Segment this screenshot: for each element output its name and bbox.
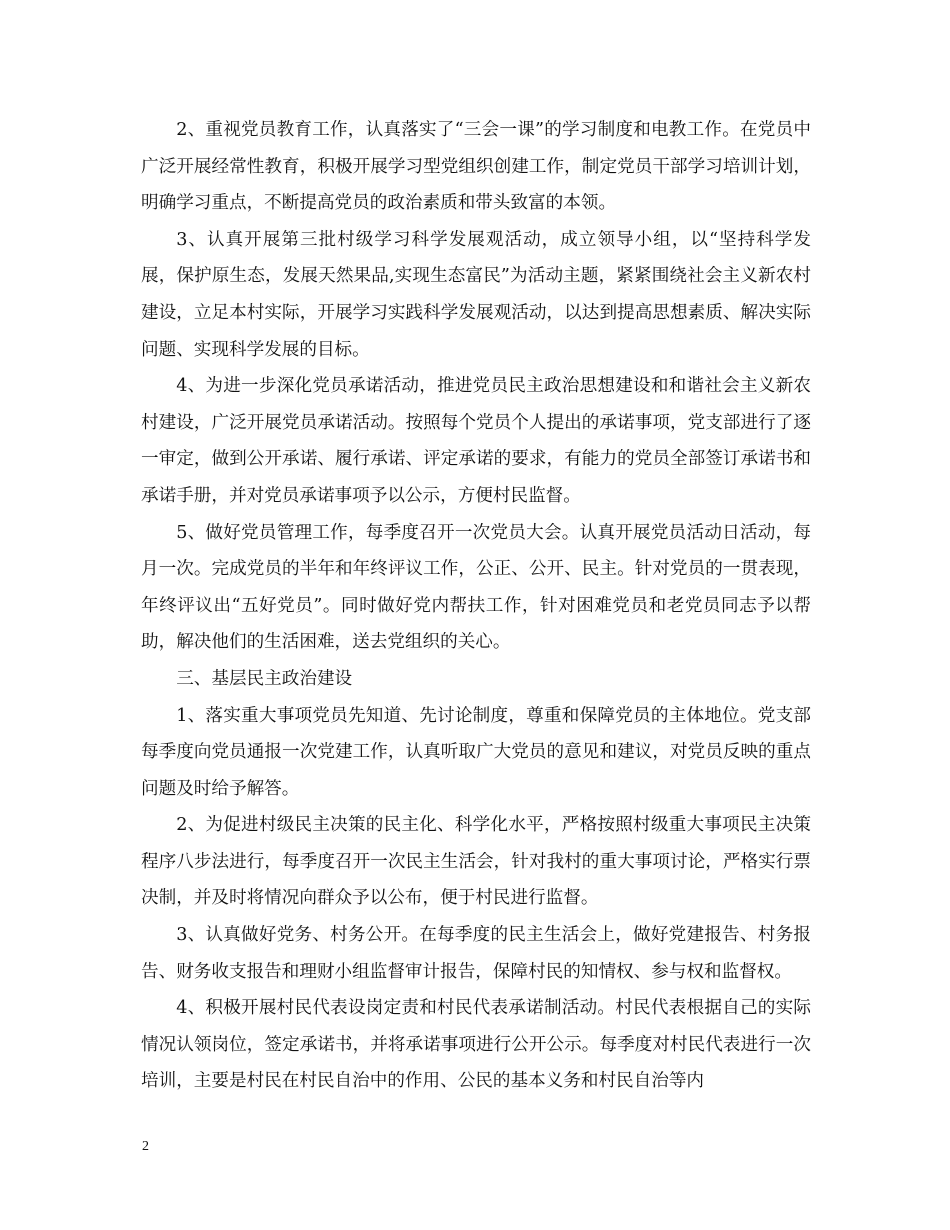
paragraph-party-education: 2、重视党员教育工作，认真落实了“三会一课”的学习制度和电教工作。在党员中广泛开展经常性教育，积极开展学习型党组织创建工作，制定党员干部学习培训计划，明确学习重点，不断提高党员的政治素质和带头致富的本领。 — [141, 120, 811, 214]
paragraph-affairs-disclosure: 3、认真做好党务、村务公开。在每季度的民主生活会上，做好党建报告、村务报告、财务收支报告和理财小组监督审计报告，保障村民的知情权、参与权和监督权。 — [141, 925, 811, 982]
paragraph-democratic-decision: 2、为促进村级民主决策的民主化、科学化水平，严格按照村级重大事项民主决策程序八步法进行，每季度召开一次民主生活会，针对我村的重大事项讨论，严格实行票决制，并及时将情况向群众予以公布，便于村民进行监督。 — [141, 815, 811, 909]
page-number: 2 — [142, 1139, 149, 1154]
document-body — [141, 112, 811, 1100]
paragraph-member-commitment: 4、为进一步深化党员承诺活动，推进党员民主政治思想建设和和谐社会主义新农村建设，广泛开展党员承诺活动。按照每个党员个人提出的承诺事项，党支部进行了逐一审定，做到公开承诺、履行承诺、评定承诺的要求，有能力的党员全部签订承诺书和承诺手册，并对党员承诺事项予以公示，方便村民监督。 — [141, 376, 811, 506]
paragraph-scientific-development: 3、认真开展第三批村级学习科学发展观活动，成立领导小组，以“坚持科学发展，保护原生态，发展天然果品,实现生态富民”为活动主题，紧紧围绕社会主义新农村建设，立足本村实际，开展学习实践科学发展观活动，以达到提高思想素质、解决实际问题、实现科学发展的目标。 — [141, 229, 811, 360]
paragraph-village-representatives: 4、积极开展村民代表设岗定责和村民代表承诺制活动。村民代表根据自己的实际情况认领岗位，签定承诺书，并将承诺事项进行公开公示。每季度对村民代表进行一次培训，主要是村民在村民自治中的作用、公民的基本义务和村民自治等内 — [141, 998, 811, 1092]
paragraph-member-management: 5、做好党员管理工作，每季度召开一次党员大会。认真开展党员活动日活动，每月一次。完成党员的半年和年终评议工作，公正、公开、民主。针对党员的一贯表现，年终评议出“五好党员”。同时做好党内帮扶工作，针对困难党员和老党员同志予以帮助，解决他们的生活困难，送去党组织的关心。 — [141, 522, 811, 653]
paragraph-major-matters: 1、落实重大事项党员先知道、先讨论制度，尊重和保障党员的主体地位。党支部每季度向党员通报一次党建工作，认真听取广大党员的意见和建议，对党员反映的重点问题及时给予解答。 — [141, 705, 811, 799]
section-heading-grassroots-democracy: 三、基层民主政治建设 — [176, 668, 353, 689]
